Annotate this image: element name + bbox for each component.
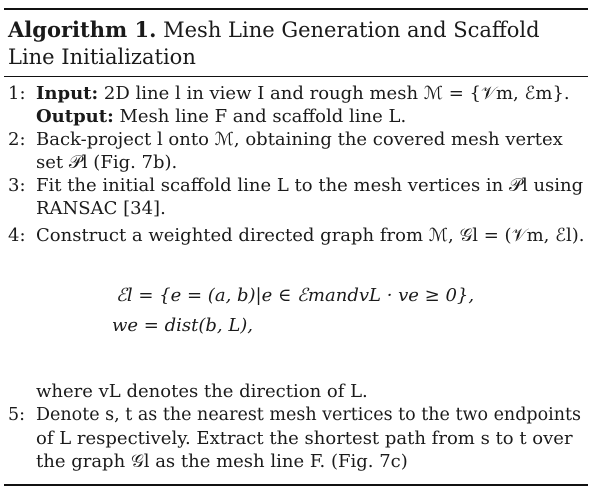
step-number: 4: xyxy=(8,225,26,246)
step-2-line-1 xyxy=(8,128,584,151)
step-5-line-3 xyxy=(8,450,596,473)
step-1-input xyxy=(8,82,584,105)
step-3-line-2 xyxy=(8,197,596,220)
top-rule xyxy=(4,8,588,10)
step-number: 2: xyxy=(8,129,26,150)
algorithm-title xyxy=(8,16,582,71)
input-text: 2D line l in view I and rough mesh ℳ = {𝒱m, ℰm}. xyxy=(103,83,570,104)
algorithm-title-text: Mesh Line Generation and Scaffold Line Initialization xyxy=(8,18,540,69)
step-text: Fit the initial scaffold line L to the mesh vertices in 𝒫l using xyxy=(36,175,584,196)
step-text: Construct a weighted directed graph from ℳ, 𝒢l = (𝒱m, ℰl). xyxy=(36,225,585,246)
step-number: 1: xyxy=(8,83,26,104)
step-text: where vL denotes the direction of L. xyxy=(36,381,368,402)
step-text: Back-project l onto ℳ, obtaining the covered mesh vertex xyxy=(36,129,563,150)
algorithm-label: Algorithm 1. xyxy=(8,17,157,42)
step-2-line-2 xyxy=(8,151,596,174)
step-5-line-2 xyxy=(8,427,596,450)
output-label: Output: xyxy=(36,106,114,127)
step-text: set 𝒫l (Fig. 7b). xyxy=(36,152,178,173)
step-number: 5: xyxy=(8,405,26,425)
input-label: Input: xyxy=(36,83,99,104)
bottom-rule xyxy=(4,484,588,486)
step-text: Denote s, t as the nearest mesh vertices to the two endpoints xyxy=(36,405,582,425)
equation-edge-weight: we = dist(b, L), xyxy=(112,315,254,336)
output-text: Mesh line F and scaffold line L. xyxy=(119,106,407,127)
step-3-line-1 xyxy=(8,174,584,197)
step-1-output xyxy=(8,105,596,128)
step-text: of L respectively. Extract the shortest path from s to t over xyxy=(36,428,573,449)
title-rule xyxy=(4,76,588,77)
step-4-line-1 xyxy=(8,224,584,247)
equation-edge-set: ℰl = {e = (a, b)|e ∈ ℰmandvL · ve ≥ 0}, xyxy=(116,285,475,306)
step-text: the graph 𝒢l as the mesh line F. (Fig. 7c) xyxy=(36,451,408,472)
step-4-where xyxy=(8,380,596,403)
algorithm-box xyxy=(4,8,588,486)
step-number: 3: xyxy=(8,175,26,196)
step-text: RANSAC [34]. xyxy=(36,198,166,219)
step-5-line-1 xyxy=(8,404,584,427)
